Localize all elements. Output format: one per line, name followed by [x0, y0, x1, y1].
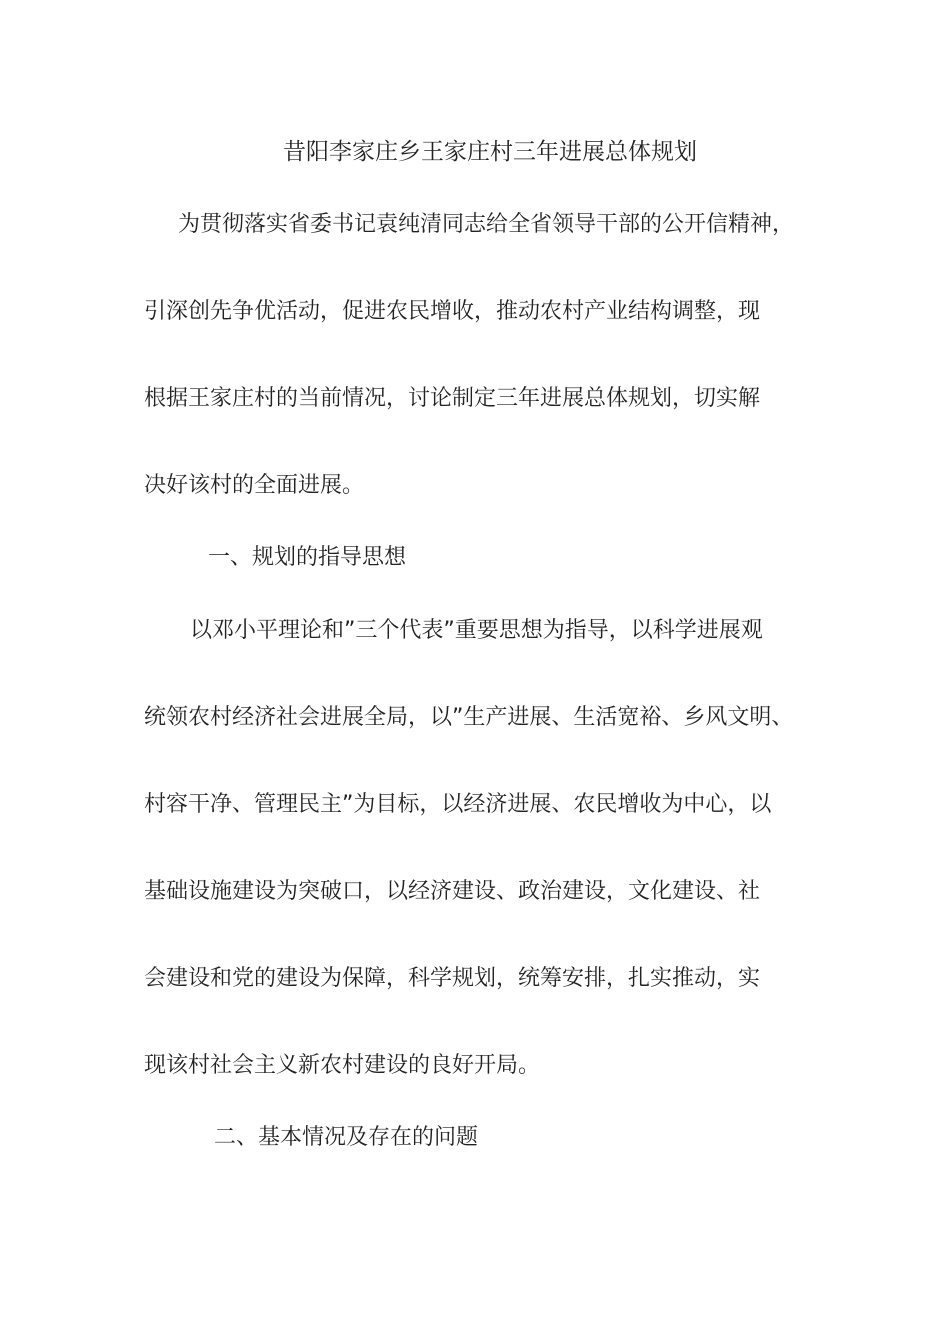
paragraph-line: 为贯彻落实省委书记袁纯清同志给全省领导干部的公开信精神， — [178, 212, 795, 237]
paragraph-line: 村容干净、管理民主”为目标，以经济进展、农民增收为中心，以 — [144, 792, 772, 817]
paragraph-line: 现该村社会主义新农村建设的良好开局。 — [144, 1053, 541, 1078]
paragraph-line: 决好该村的全面进展。 — [144, 473, 365, 498]
section-heading: 二、基本情况及存在的问题 — [214, 1125, 479, 1150]
paragraph-line: 以邓小平理论和”三个代表”重要思想为指导，以科学进展观 — [190, 618, 763, 643]
paragraph-line: 引深创先争优活动，促进农民增收，推动农村产业结构调整，现 — [144, 299, 761, 324]
section-heading: 一、规划的指导思想 — [208, 545, 407, 570]
paragraph-line: 基础设施建设为突破口，以经济建设、政治建设，文化建设、社 — [144, 879, 761, 904]
paragraph-line: 会建设和党的建设为保障，科学规划，统筹安排，扎实推动，实 — [144, 966, 761, 991]
paragraph-line: 统领农村经济社会进展全局，以”生产进展、生活宽裕、乡风文明、 — [144, 705, 794, 730]
document-title: 昔阳李家庄乡王家庄村三年进展总体规划 — [283, 139, 697, 165]
paragraph-line: 根据王家庄村的当前情况，讨论制定三年进展总体规划，切实解 — [144, 386, 761, 411]
